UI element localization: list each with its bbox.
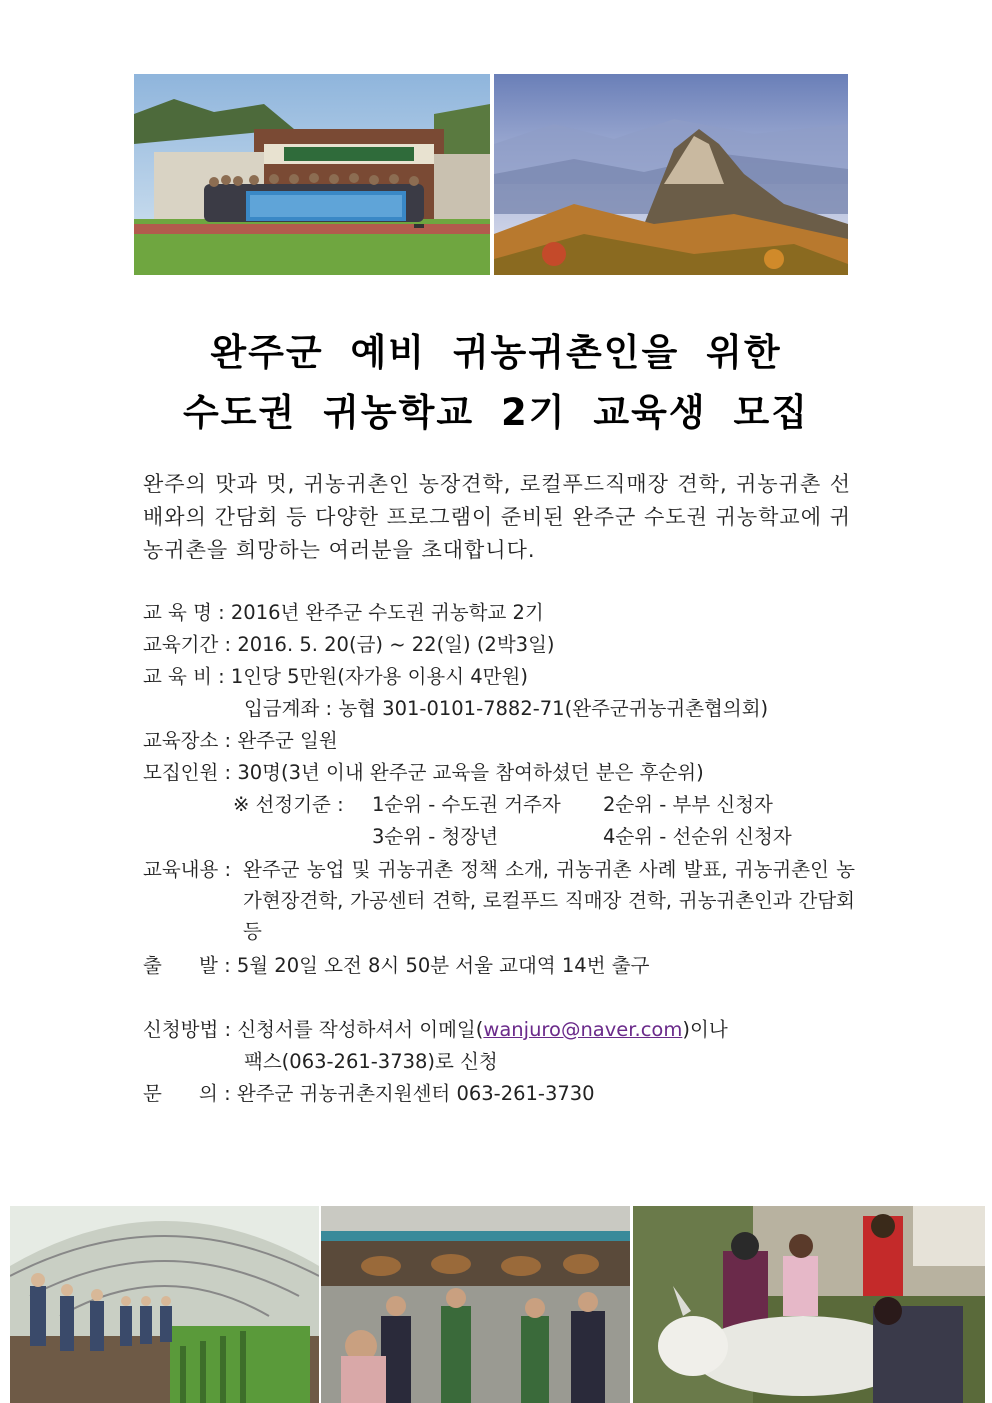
value-place: 완주군 일원 <box>237 729 338 752</box>
info-row-name <box>143 597 544 628</box>
value-contact: 완주군 귀농귀촌지원센터 063-261-3730 <box>236 1082 595 1105</box>
value-period: 2016. 5. 20(금) ~ 22(일) (2박3일) <box>237 633 555 656</box>
criteria-item: 1순위 - 수도권 거주자 <box>372 793 561 816</box>
info-row-contact <box>143 1078 595 1109</box>
label-contact: 문 의 : <box>143 1082 231 1105</box>
label-recruit: 모집인원 : <box>143 761 232 784</box>
info-row-place <box>143 725 338 756</box>
value-name: 2016년 완주군 수도권 귀농학교 2기 <box>230 601 544 624</box>
info-row-recruit <box>143 757 704 788</box>
greenhouse-tour-photo <box>10 1206 319 1403</box>
label-apply: 신청방법 : <box>143 1018 232 1041</box>
cattle-farm-photo <box>321 1206 630 1403</box>
info-row-period <box>143 629 555 660</box>
page-title-line1: 완주군 예비 귀농귀촌인을 위한 <box>210 331 782 374</box>
apply-text-prefix: 신청서를 작성하셔서 이메일( <box>237 1018 484 1041</box>
value-account: 입금계좌 : 농협 301-0101-7882-71(완주군귀농귀촌협의회) <box>244 697 769 720</box>
label-content: 교육내용 : <box>143 858 232 881</box>
label-depart: 출 발 : <box>143 954 231 977</box>
label-criteria: ※ 선정기준 : <box>233 793 344 816</box>
value-content: 완주군 농업 및 귀농귀촌 정책 소개, 귀농귀촌 사례 발표, 귀농귀촌인 농가현장견학, 가공센터 견학, 로컬푸드 직매장 견학, 귀농귀촌인과 간담회 등 <box>243 858 855 943</box>
info-row-apply <box>143 1014 728 1045</box>
value-recruit: 30명(3년 이내 완주군 교육을 참여하셨던 분은 후순위) <box>237 761 704 784</box>
value-fee: 1인당 5만원(자가용 이용시 4만원) <box>230 665 528 688</box>
label-name: 교 육 명 : <box>143 601 225 624</box>
label-fee: 교 육 비 : <box>143 665 225 688</box>
calf-feeding-photo <box>633 1206 985 1403</box>
email-link[interactable]: wanjuro@naver.com <box>483 1018 683 1041</box>
info-row-depart <box>143 950 649 981</box>
label-place: 교육장소 : <box>143 729 232 752</box>
criteria-item: 3순위 - 청장년 <box>372 825 499 848</box>
intro-paragraph: 완주의 맛과 멋, 귀농귀촌인 농장견학, 로컬푸드직매장 견학, 귀농귀촌 선배와의 간담회 등 다양한 프로그램이 준비된 완주군 수도권 귀농학교에 귀농귀촌을 희망하는 여러분을 초대합니다. <box>143 472 851 562</box>
label-period: 교육기간 : <box>143 633 232 656</box>
mountain-landscape-photo <box>494 74 848 275</box>
apply-fax: 팩스(063-261-3738)로 신청 <box>244 1050 498 1073</box>
info-row-fee <box>143 661 528 692</box>
page-title-line2: 수도권 귀농학교 2기 교육생 모집 <box>183 391 809 434</box>
apply-text-suffix: )이나 <box>682 1018 728 1041</box>
school-group-photo <box>134 74 490 275</box>
criteria-item: 2순위 - 부부 신청자 <box>603 793 773 816</box>
value-depart: 5월 20일 오전 8시 50분 서울 교대역 14번 출구 <box>236 954 650 977</box>
criteria-item: 4순위 - 선순위 신청자 <box>603 825 792 848</box>
